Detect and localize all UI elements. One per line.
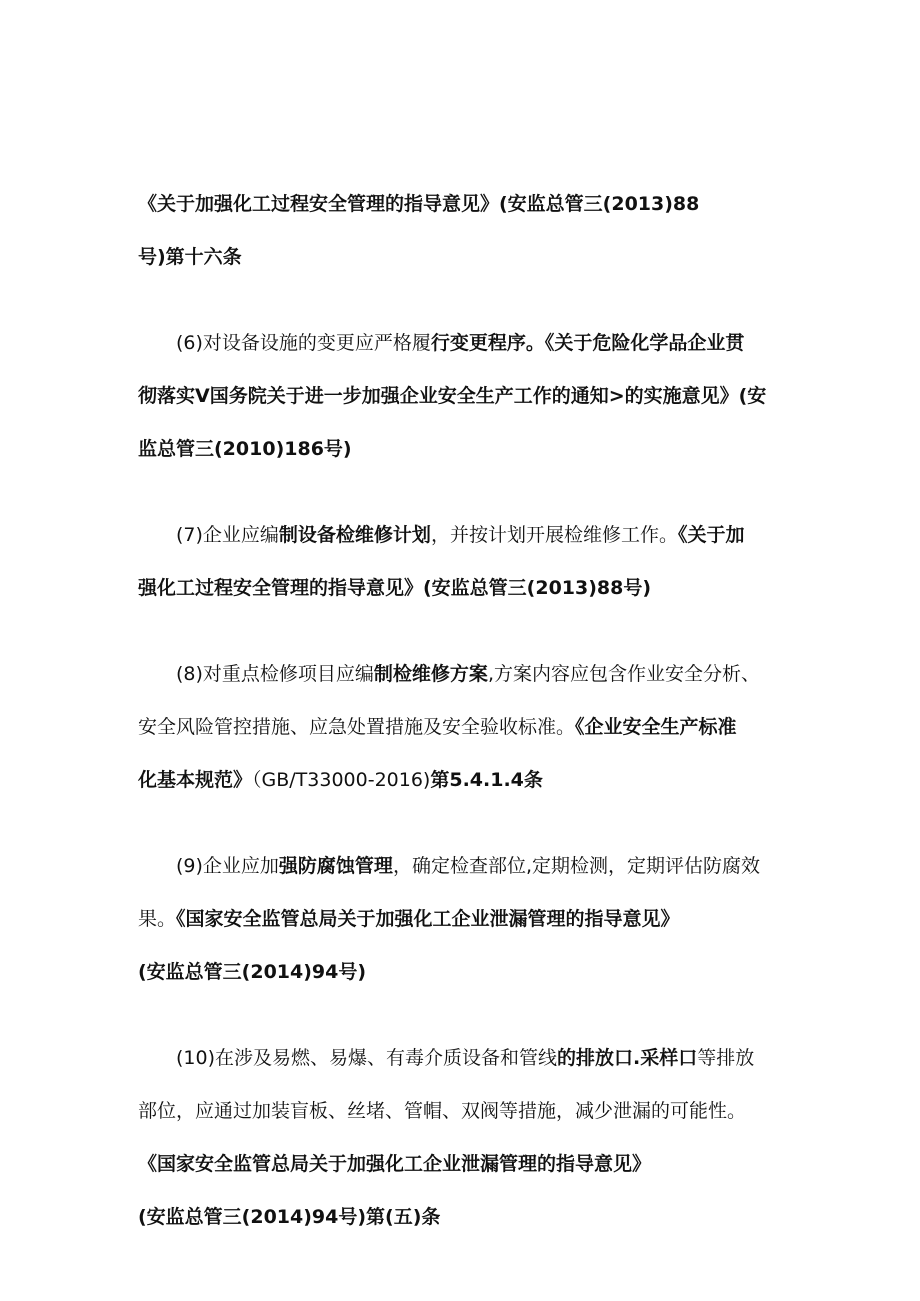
paragraph-line <box>138 840 788 893</box>
emphasis-text: 强防腐蚀管理 <box>278 855 393 877</box>
paragraph-7 <box>138 509 788 615</box>
paragraph-line <box>138 317 788 370</box>
citation-text: 《国家安全监管总局关于加强化工企业泄漏管理的指导意见》 <box>176 908 680 930</box>
emphasis-text: 制检维修方案 <box>373 663 488 685</box>
body-text: 等排放 <box>697 1047 755 1069</box>
paragraph-10 <box>138 1032 788 1244</box>
emphasis-text: 的排放口.采样口 <box>557 1047 698 1069</box>
paragraph-line <box>138 1032 788 1085</box>
body-text: ，确定检查部位,定期检测，定期评估防腐效 <box>392 855 760 877</box>
paragraph-9 <box>138 840 788 999</box>
paragraph-line <box>138 701 788 754</box>
paragraph-6 <box>138 317 788 476</box>
emphasis-text: 行变更程序。《关于危险化学品企业贯 <box>430 332 745 354</box>
citation-line: 《关于加强化工过程安全管理的指导意见》(安监总管三(2013)88 <box>138 193 700 215</box>
citation-text: 化基本规范》 <box>138 769 253 791</box>
body-text: 果。 <box>138 908 177 930</box>
body-text: (6)对设备设施的变更应严格履 <box>176 332 431 354</box>
citation-line: 《国家安全监管总局关于加强化工企业泄漏管理的指导意见》 <box>138 1153 652 1175</box>
paragraph-line <box>138 648 788 701</box>
paragraph-line <box>138 893 788 946</box>
citation-line: 彻落实V国务院关于进一步加强企业安全生产工作的通知>的实施意见》(安 <box>138 385 767 407</box>
paragraph-line <box>138 754 788 807</box>
citation-line: 强化工过程安全管理的指导意见》(安监总管三(2013)88号) <box>138 577 652 599</box>
document-page <box>138 178 788 1277</box>
paragraph-line <box>138 509 788 562</box>
body-text: (8)对重点检修项目应编 <box>176 663 374 685</box>
body-text: (9)企业应加 <box>176 855 279 877</box>
citation-text: 《企业安全生产标准 <box>575 716 737 738</box>
citation-line: (安监总管三(2014)94号)第(五)条 <box>138 1206 441 1228</box>
citation-line: (安监总管三(2014)94号) <box>138 961 367 983</box>
paragraph-line: 部位，应通过加装盲板、丝堵、管帽、双阀等措施，减少泄漏的可能性。 <box>138 1100 747 1122</box>
citation-line: 号)第十六条 <box>138 246 242 268</box>
body-text: ，并按计划开展检维修工作。 <box>430 524 678 546</box>
citation-text: 第5.4.1.4条 <box>430 769 543 791</box>
body-text: ,方案内容应包含作业安全分析、 <box>487 663 760 685</box>
citation-line: 监总管三(2010)186号) <box>138 438 352 460</box>
paragraph-1 <box>138 178 788 284</box>
standard-code: （GB/T33000-2016) <box>252 769 431 791</box>
body-text: (10)在涉及易燃、易爆、有毒介质设备和管线 <box>176 1047 558 1069</box>
body-text: (7)企业应编 <box>176 524 279 546</box>
body-text: 安全风险管控措施、应急处置措施及安全验收标准。 <box>138 716 576 738</box>
emphasis-text: 制设备检维修计划 <box>278 524 431 546</box>
paragraph-8 <box>138 648 788 807</box>
citation-text: 《关于加 <box>677 524 745 546</box>
